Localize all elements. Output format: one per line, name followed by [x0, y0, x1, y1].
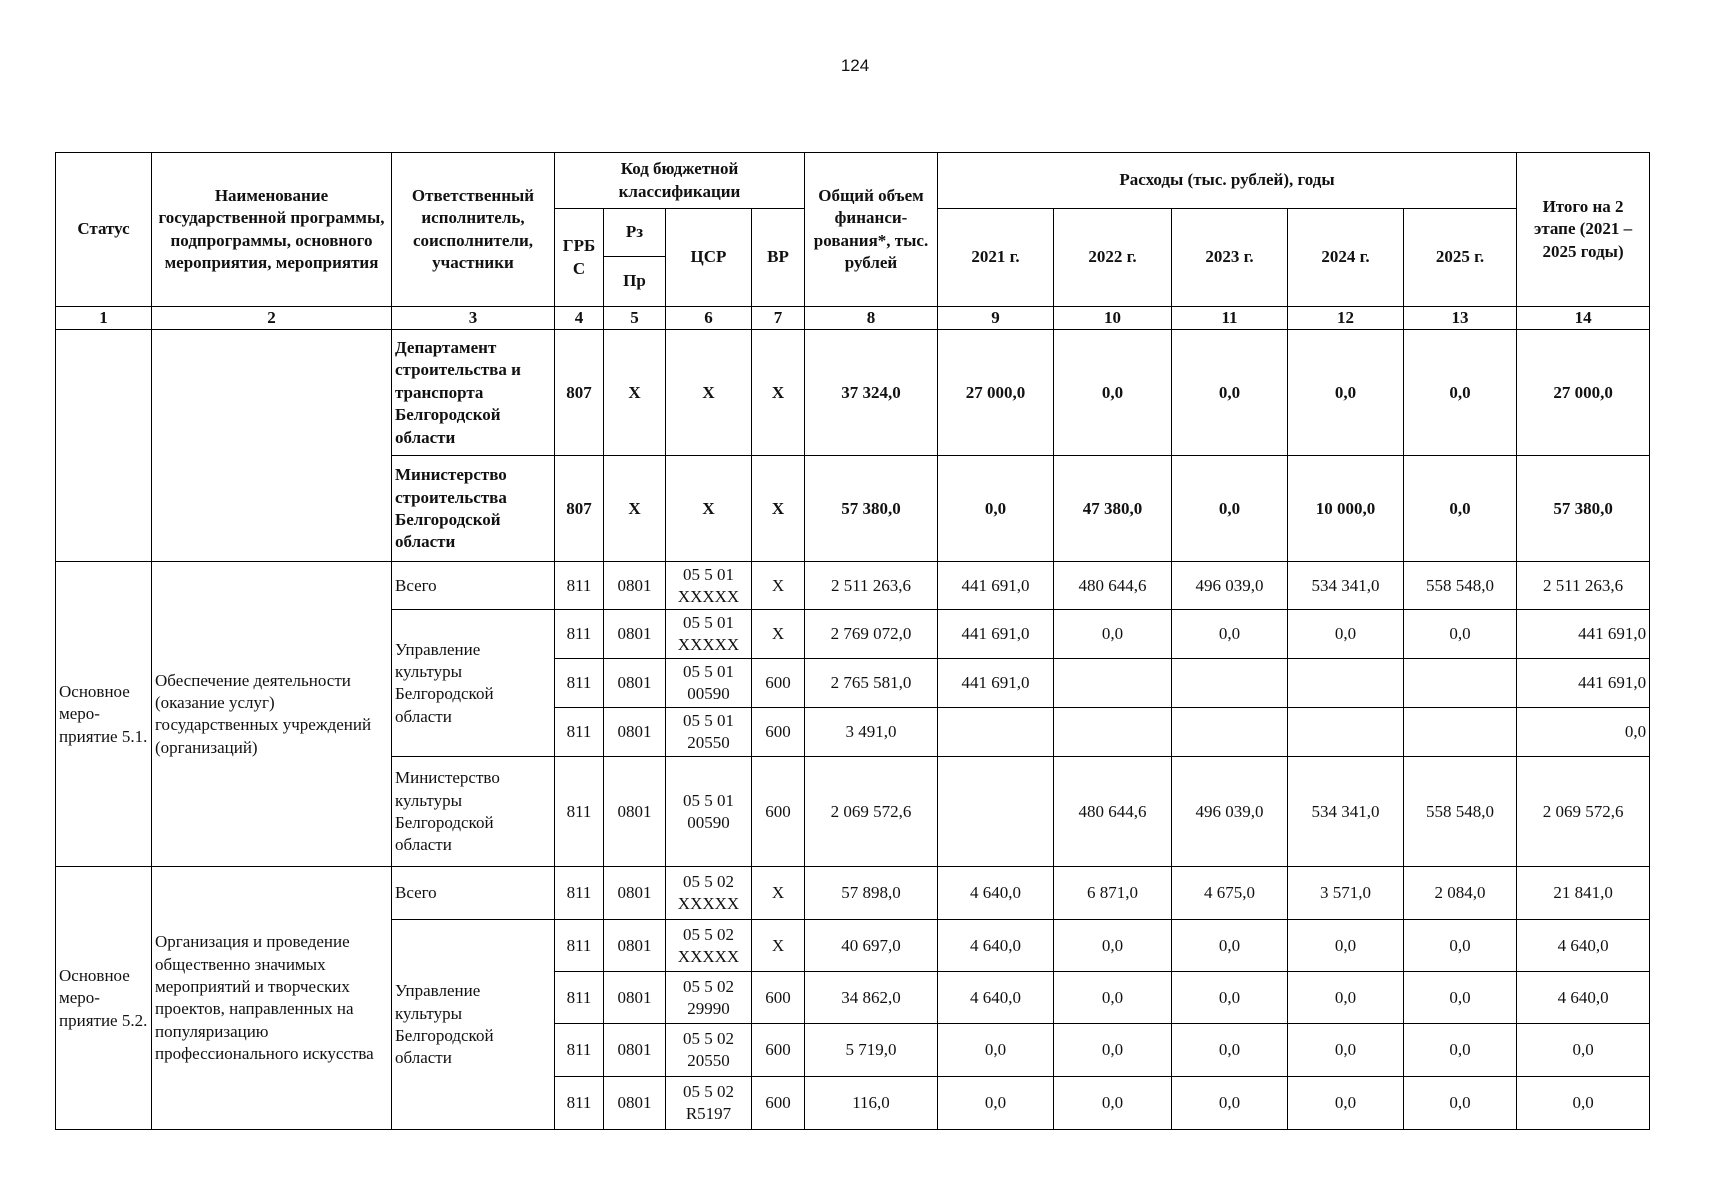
- vr-cell: Х: [752, 867, 805, 920]
- year-2022-cell: 480 644,6: [1054, 757, 1172, 867]
- year-2023-cell: 0,0: [1172, 1077, 1288, 1130]
- year-2023-cell: 0,0: [1172, 920, 1288, 972]
- csr-cell: Х: [666, 330, 752, 456]
- rzpr-cell: 0801: [604, 1077, 666, 1130]
- table-row: [56, 562, 1650, 610]
- year-2023-cell: 0,0: [1172, 1024, 1288, 1077]
- total-cell: 2 069 572,6: [805, 757, 938, 867]
- total-cell: 34 862,0: [805, 972, 938, 1024]
- year-2022-cell: 0,0: [1054, 920, 1172, 972]
- itogo-cell: 2 069 572,6: [1517, 757, 1650, 867]
- rzpr-cell: 0801: [604, 708, 666, 757]
- year-2021-cell: 441 691,0: [938, 659, 1054, 708]
- csr-cell: 05 5 01 ХХХХХ: [666, 562, 752, 610]
- header-vr: ВР: [752, 209, 805, 307]
- page-number: 124: [840, 56, 870, 75]
- header-year-2022: 2022 г.: [1054, 209, 1172, 307]
- rzpr-cell: 0801: [604, 757, 666, 867]
- header-status: Статус: [56, 153, 152, 307]
- executor-cell: Управление культуры Белгородской области: [392, 920, 555, 1130]
- itogo-cell: 4 640,0: [1517, 920, 1650, 972]
- rzpr-cell: 0801: [604, 920, 666, 972]
- vr-cell: Х: [752, 562, 805, 610]
- header-grbs: ГРБ С: [555, 209, 604, 307]
- column-number: 13: [1404, 307, 1517, 330]
- executor-cell: Управление культуры Белгородской области: [392, 610, 555, 757]
- total-cell: 3 491,0: [805, 708, 938, 757]
- status-cell: [56, 330, 152, 562]
- year-2022-cell: 0,0: [1054, 610, 1172, 659]
- year-2023-cell: 0,0: [1172, 972, 1288, 1024]
- year-2021-cell: 4 640,0: [938, 972, 1054, 1024]
- vr-cell: Х: [752, 920, 805, 972]
- total-cell: 37 324,0: [805, 330, 938, 456]
- csr-cell: 05 5 02 R5197: [666, 1077, 752, 1130]
- header-year-2024: 2024 г.: [1288, 209, 1404, 307]
- column-number: 1: [56, 307, 152, 330]
- grbs-cell: 807: [555, 330, 604, 456]
- year-2025-cell: 0,0: [1404, 456, 1517, 562]
- column-number: 12: [1288, 307, 1404, 330]
- year-2023-cell: 496 039,0: [1172, 562, 1288, 610]
- column-number: 4: [555, 307, 604, 330]
- rzpr-cell: Х: [604, 330, 666, 456]
- year-2021-cell: 4 640,0: [938, 920, 1054, 972]
- header-year-2021: 2021 г.: [938, 209, 1054, 307]
- rzpr-cell: 0801: [604, 562, 666, 610]
- year-2021-cell: [938, 708, 1054, 757]
- total-cell: 57 380,0: [805, 456, 938, 562]
- year-2023-cell: [1172, 659, 1288, 708]
- header-executor: Ответственный исполнитель, соисполнители, участники: [392, 153, 555, 307]
- csr-cell: 05 5 02 ХХХХХ: [666, 867, 752, 920]
- year-2025-cell: 2 084,0: [1404, 867, 1517, 920]
- year-2022-cell: 6 871,0: [1054, 867, 1172, 920]
- year-2021-cell: 0,0: [938, 456, 1054, 562]
- vr-cell: 600: [752, 972, 805, 1024]
- total-cell: 57 898,0: [805, 867, 938, 920]
- itogo-cell: 441 691,0: [1517, 610, 1650, 659]
- rzpr-cell: 0801: [604, 610, 666, 659]
- grbs-cell: 811: [555, 867, 604, 920]
- year-2025-cell: 0,0: [1404, 1077, 1517, 1130]
- grbs-cell: 811: [555, 920, 604, 972]
- csr-cell: 05 5 01 20550: [666, 708, 752, 757]
- rzpr-cell: Х: [604, 456, 666, 562]
- year-2024-cell: 0,0: [1288, 1077, 1404, 1130]
- year-2024-cell: 0,0: [1288, 610, 1404, 659]
- rzpr-cell: 0801: [604, 972, 666, 1024]
- executor-cell: Министерство культуры Белгородской области: [392, 757, 555, 867]
- year-2021-cell: 441 691,0: [938, 610, 1054, 659]
- year-2025-cell: [1404, 708, 1517, 757]
- year-2023-cell: 4 675,0: [1172, 867, 1288, 920]
- year-2021-cell: [938, 757, 1054, 867]
- csr-cell: 05 5 01 ХХХХХ: [666, 610, 752, 659]
- year-2023-cell: 0,0: [1172, 610, 1288, 659]
- year-2021-cell: 0,0: [938, 1077, 1054, 1130]
- executor-cell: Департамент строительства и транспорта Белгородской области: [392, 330, 555, 456]
- vr-cell: Х: [752, 456, 805, 562]
- name-cell: Обеспечение деятельности (оказание услуг) государственных учреждений (организаций): [152, 562, 392, 867]
- header-name: Наименование государственной программы, подпрограммы, основного мероприятия, мероприятия: [152, 153, 392, 307]
- total-cell: 2 769 072,0: [805, 610, 938, 659]
- year-2022-cell: 0,0: [1054, 1024, 1172, 1077]
- year-2025-cell: 558 548,0: [1404, 757, 1517, 867]
- column-number: 9: [938, 307, 1054, 330]
- total-cell: 2 765 581,0: [805, 659, 938, 708]
- year-2025-cell: 0,0: [1404, 330, 1517, 456]
- itogo-cell: 441 691,0: [1517, 659, 1650, 708]
- column-number: 10: [1054, 307, 1172, 330]
- column-number: 6: [666, 307, 752, 330]
- column-number: 7: [752, 307, 805, 330]
- year-2023-cell: 0,0: [1172, 456, 1288, 562]
- vr-cell: 600: [752, 708, 805, 757]
- year-2024-cell: 3 571,0: [1288, 867, 1404, 920]
- total-cell: 116,0: [805, 1077, 938, 1130]
- year-2021-cell: 441 691,0: [938, 562, 1054, 610]
- year-2023-cell: 0,0: [1172, 330, 1288, 456]
- year-2022-cell: 0,0: [1054, 1077, 1172, 1130]
- itogo-cell: 57 380,0: [1517, 456, 1650, 562]
- grbs-cell: 811: [555, 562, 604, 610]
- year-2021-cell: 27 000,0: [938, 330, 1054, 456]
- itogo-cell: 2 511 263,6: [1517, 562, 1650, 610]
- year-2025-cell: [1404, 659, 1517, 708]
- itogo-cell: 27 000,0: [1517, 330, 1650, 456]
- total-cell: 5 719,0: [805, 1024, 938, 1077]
- column-number: 3: [392, 307, 555, 330]
- column-numbers-row: [56, 307, 1650, 330]
- year-2024-cell: 534 341,0: [1288, 757, 1404, 867]
- year-2024-cell: 0,0: [1288, 330, 1404, 456]
- csr-cell: 05 5 02 ХХХХХ: [666, 920, 752, 972]
- grbs-cell: 811: [555, 659, 604, 708]
- rzpr-cell: 0801: [604, 867, 666, 920]
- vr-cell: 600: [752, 659, 805, 708]
- rzpr-cell: 0801: [604, 1024, 666, 1077]
- year-2022-cell: 47 380,0: [1054, 456, 1172, 562]
- header-total-volume: Общий объем финанси-рования*, тыс. рублей: [805, 153, 938, 307]
- rzpr-cell: 0801: [604, 659, 666, 708]
- csr-cell: 05 5 02 20550: [666, 1024, 752, 1077]
- total-cell: 2 511 263,6: [805, 562, 938, 610]
- year-2021-cell: 0,0: [938, 1024, 1054, 1077]
- csr-cell: Х: [666, 456, 752, 562]
- header-csr: ЦСР: [666, 209, 752, 307]
- vr-cell: Х: [752, 330, 805, 456]
- column-number: 14: [1517, 307, 1650, 330]
- executor-cell: Всего: [392, 562, 555, 610]
- table-row: [56, 330, 1650, 456]
- vr-cell: 600: [752, 1024, 805, 1077]
- itogo-cell: 0,0: [1517, 1024, 1650, 1077]
- header-total-stage: Итого на 2 этапе (2021 – 2025 годы): [1517, 153, 1650, 307]
- status-cell: Основное меро-приятие 5.1.: [56, 562, 152, 867]
- year-2024-cell: 534 341,0: [1288, 562, 1404, 610]
- year-2025-cell: 0,0: [1404, 972, 1517, 1024]
- year-2024-cell: 0,0: [1288, 972, 1404, 1024]
- grbs-cell: 811: [555, 1024, 604, 1077]
- year-2024-cell: [1288, 708, 1404, 757]
- grbs-cell: 811: [555, 972, 604, 1024]
- year-2022-cell: 0,0: [1054, 330, 1172, 456]
- column-number: 2: [152, 307, 392, 330]
- year-2021-cell: 4 640,0: [938, 867, 1054, 920]
- itogo-cell: 21 841,0: [1517, 867, 1650, 920]
- column-number: 11: [1172, 307, 1288, 330]
- grbs-cell: 807: [555, 456, 604, 562]
- itogo-cell: 4 640,0: [1517, 972, 1650, 1024]
- year-2022-cell: [1054, 708, 1172, 757]
- executor-cell: Министерство строительства Белгородской области: [392, 456, 555, 562]
- table-row: [56, 867, 1650, 920]
- total-cell: 40 697,0: [805, 920, 938, 972]
- itogo-cell: 0,0: [1517, 1077, 1650, 1130]
- vr-cell: Х: [752, 610, 805, 659]
- csr-cell: 05 5 01 00590: [666, 757, 752, 867]
- column-number: 5: [604, 307, 666, 330]
- csr-cell: 05 5 02 29990: [666, 972, 752, 1024]
- executor-cell: Всего: [392, 867, 555, 920]
- year-2025-cell: 0,0: [1404, 920, 1517, 972]
- year-2024-cell: 0,0: [1288, 920, 1404, 972]
- name-cell: [152, 330, 392, 562]
- grbs-cell: 811: [555, 708, 604, 757]
- grbs-cell: 811: [555, 1077, 604, 1130]
- header-budget-code: Код бюджетной классификации: [555, 153, 805, 209]
- grbs-cell: 811: [555, 757, 604, 867]
- status-cell: Основное меро-приятие 5.2.: [56, 867, 152, 1130]
- itogo-cell: 0,0: [1517, 708, 1650, 757]
- year-2023-cell: [1172, 708, 1288, 757]
- grbs-cell: 811: [555, 610, 604, 659]
- csr-cell: 05 5 01 00590: [666, 659, 752, 708]
- column-number: 8: [805, 307, 938, 330]
- year-2022-cell: [1054, 659, 1172, 708]
- header-expenses: Расходы (тыс. рублей), годы: [938, 153, 1517, 209]
- header-pr: Пр: [604, 257, 666, 307]
- budget-table: [55, 152, 1650, 1130]
- header-rz: Рз: [604, 209, 666, 257]
- vr-cell: 600: [752, 1077, 805, 1130]
- year-2024-cell: [1288, 659, 1404, 708]
- year-2024-cell: 0,0: [1288, 1024, 1404, 1077]
- year-2022-cell: 480 644,6: [1054, 562, 1172, 610]
- year-2025-cell: 558 548,0: [1404, 562, 1517, 610]
- header-year-2025: 2025 г.: [1404, 209, 1517, 307]
- vr-cell: 600: [752, 757, 805, 867]
- year-2025-cell: 0,0: [1404, 610, 1517, 659]
- header-year-2023: 2023 г.: [1172, 209, 1288, 307]
- year-2025-cell: 0,0: [1404, 1024, 1517, 1077]
- year-2024-cell: 10 000,0: [1288, 456, 1404, 562]
- year-2022-cell: 0,0: [1054, 972, 1172, 1024]
- name-cell: Организация и проведение общественно значимых мероприятий и творческих проектов, направленных на популяризацию профессионального искусства: [152, 867, 392, 1130]
- year-2023-cell: 496 039,0: [1172, 757, 1288, 867]
